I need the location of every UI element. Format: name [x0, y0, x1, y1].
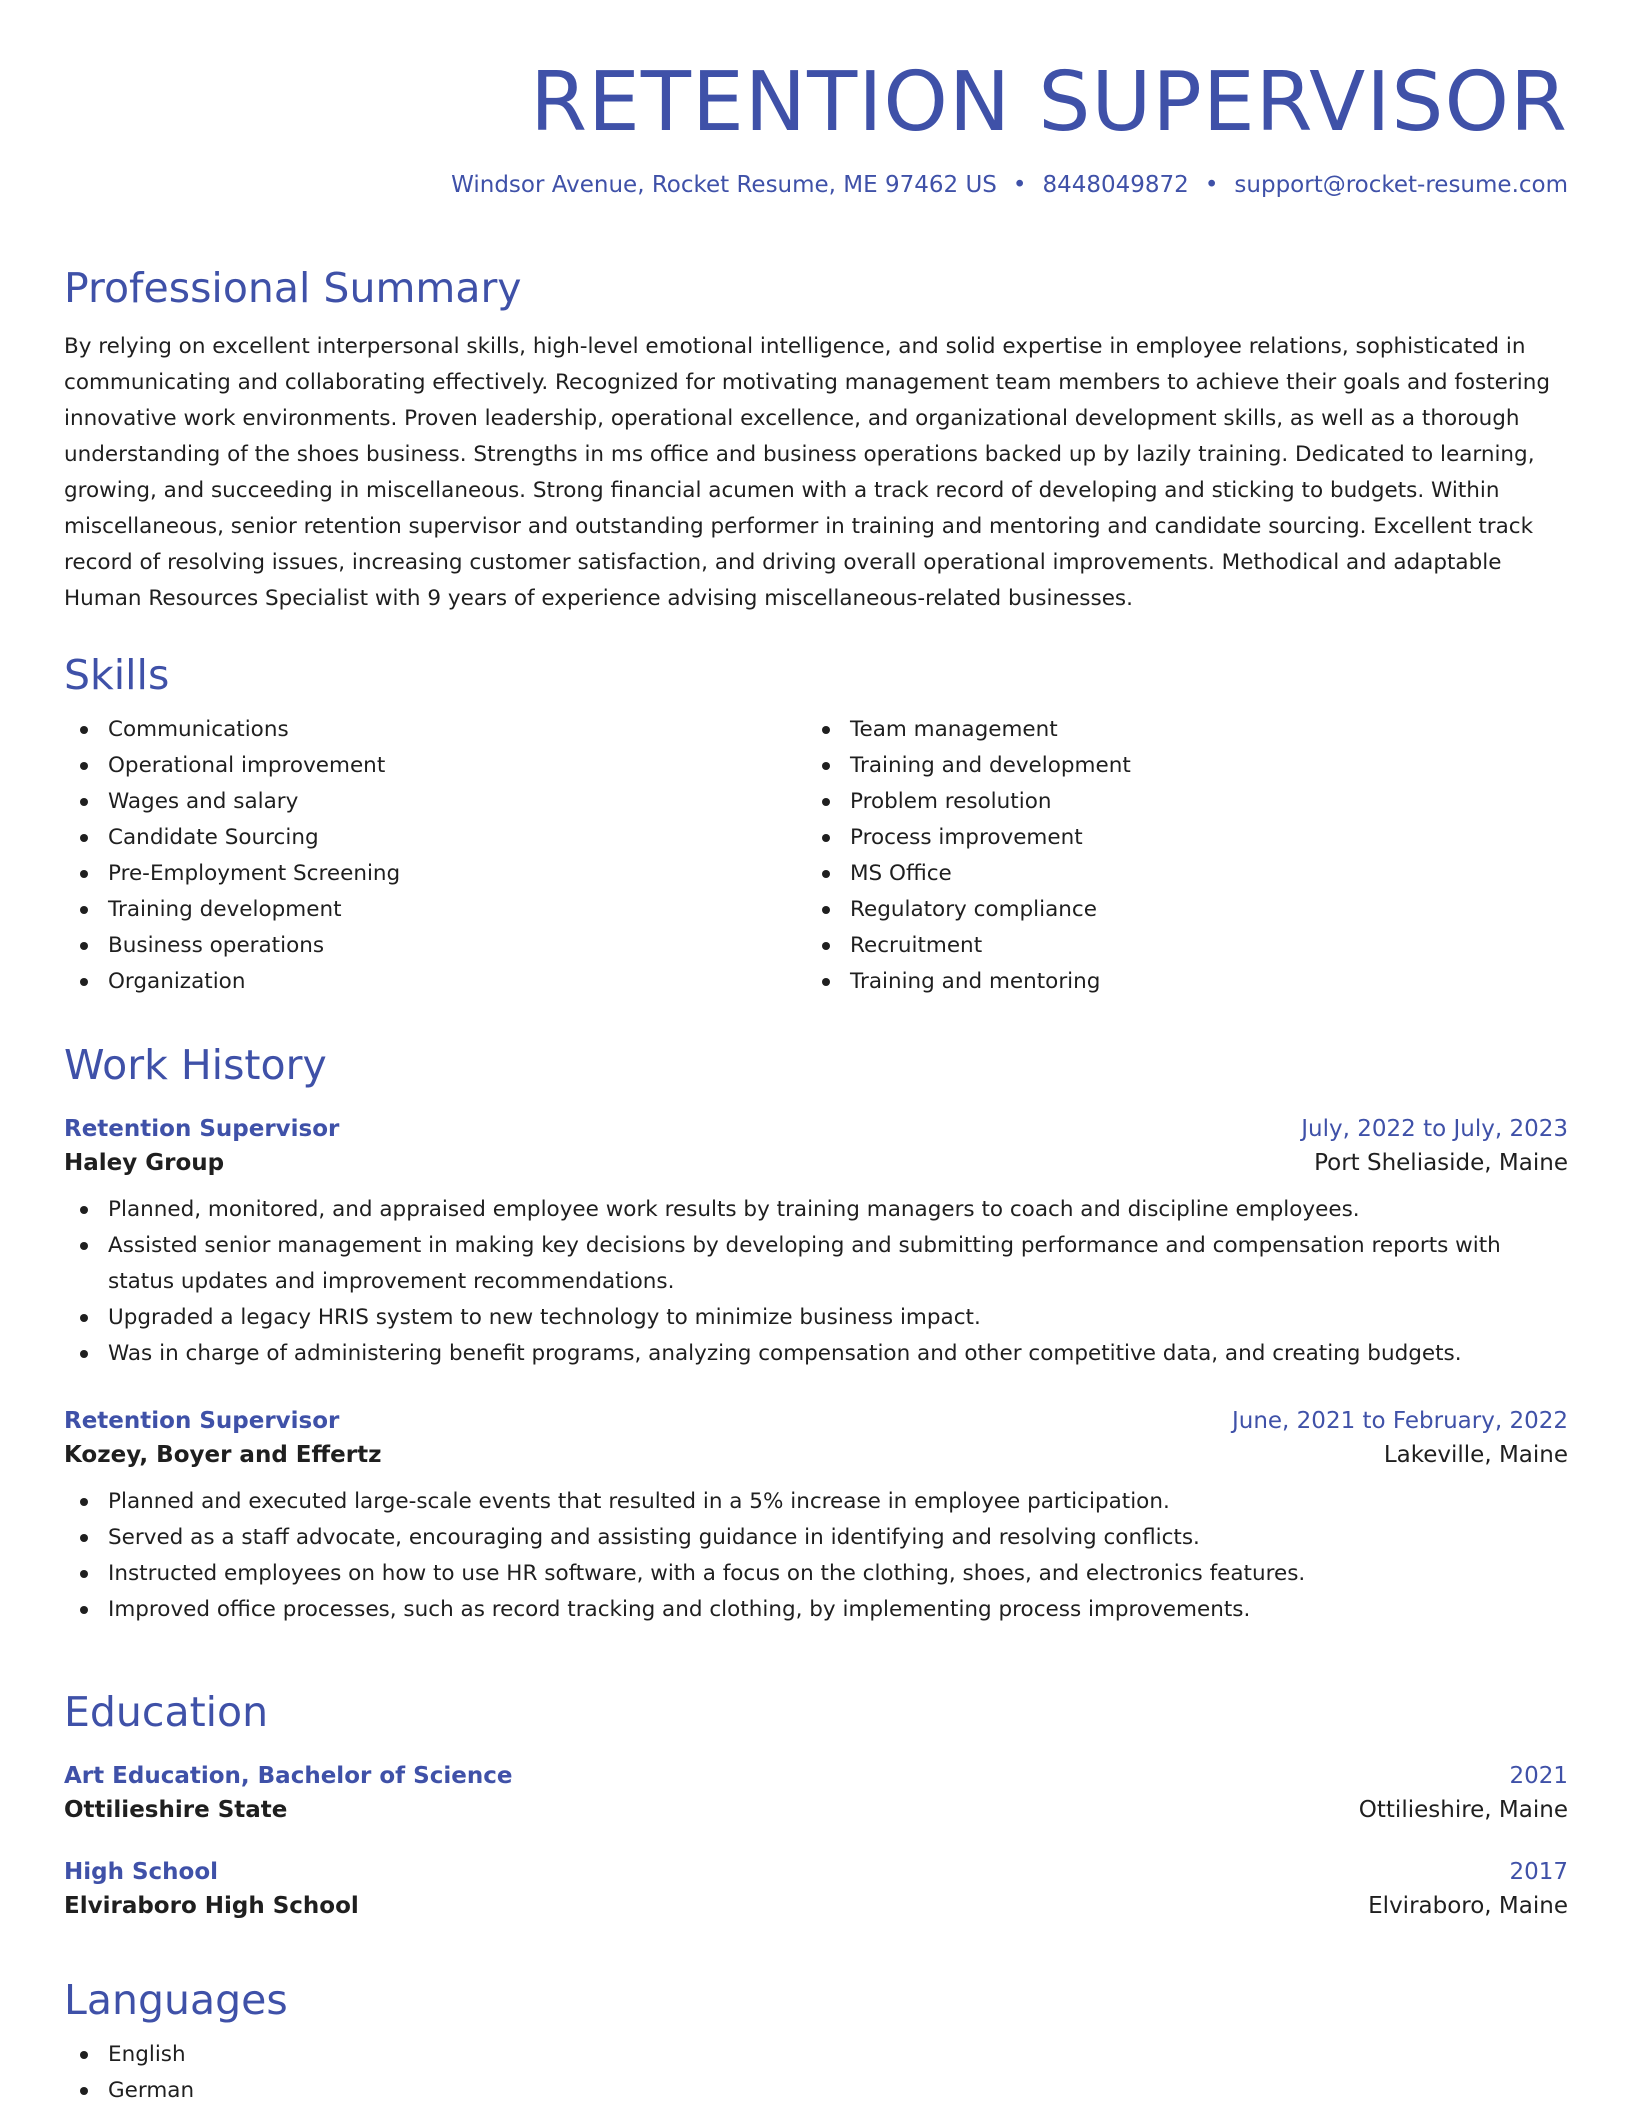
- job-location: Port Sheliaside, Maine: [1314, 1150, 1568, 1176]
- job-duties: [64, 1192, 1568, 1372]
- summary-section: [64, 264, 1568, 617]
- contact-phone: 8448049872: [1042, 172, 1189, 198]
- job-location: Lakeville, Maine: [1383, 1442, 1568, 1468]
- skill-item: Organization: [64, 964, 806, 1000]
- job-role: Retention Supervisor: [64, 1408, 340, 1434]
- skills-list-right: [806, 712, 1548, 1000]
- skill-item: Recruitment: [806, 928, 1548, 964]
- job-role: Retention Supervisor: [64, 1116, 340, 1142]
- job-subheader: [64, 1150, 1568, 1176]
- education-section: [64, 1688, 1568, 1919]
- languages-list: [64, 2037, 1568, 2109]
- skills-columns: [64, 712, 1568, 1000]
- skill-item: Training development: [64, 892, 806, 928]
- education-entry: [64, 1763, 1568, 1823]
- duty-item: Was in charge of administering benefit programs, analyzing compensation and other competitive data, and creating budgets.: [64, 1336, 1568, 1372]
- skill-item: Communications: [64, 712, 806, 748]
- skill-item: Training and development: [806, 748, 1548, 784]
- education-subheader: [64, 1893, 1568, 1919]
- education-degree: High School: [64, 1859, 219, 1885]
- job-dates: June, 2021 to February, 2022: [1231, 1408, 1568, 1434]
- skill-item: Training and mentoring: [806, 964, 1548, 1000]
- languages-heading: Languages: [64, 1976, 288, 2024]
- contact-line: [64, 174, 1568, 197]
- education-school: Ottilieshire State: [64, 1797, 288, 1823]
- education-school: Elviraboro High School: [64, 1893, 359, 1919]
- duty-item: Assisted senior management in making key decisions by developing and submitting performance and compensation reports with status updates and improvement recommendations.: [64, 1228, 1568, 1300]
- duty-item: Improved office processes, such as record tracking and clothing, by implementing process improvements.: [64, 1592, 1568, 1628]
- education-year: 2017: [1509, 1859, 1568, 1885]
- job-entry: [64, 1408, 1568, 1628]
- education-header: [64, 1763, 1568, 1789]
- job-dates: July, 2022 to July, 2023: [1301, 1116, 1568, 1142]
- education-location: Elviraboro, Maine: [1368, 1893, 1568, 1919]
- skill-item: Business operations: [64, 928, 806, 964]
- skill-item: Wages and salary: [64, 784, 806, 820]
- job-entry: [64, 1116, 1568, 1372]
- skill-item: Team management: [806, 712, 1548, 748]
- education-entry: [64, 1859, 1568, 1919]
- education-heading: Education: [64, 1688, 269, 1736]
- skills-heading: Skills: [64, 651, 170, 699]
- language-item: German: [64, 2073, 1568, 2109]
- duty-item: Planned and executed large-scale events that resulted in a 5% increase in employee participation.: [64, 1484, 1568, 1520]
- job-subheader: [64, 1442, 1568, 1468]
- job-company: Haley Group: [64, 1150, 225, 1176]
- skill-item: Candidate Sourcing: [64, 820, 806, 856]
- skills-section: [64, 651, 1568, 1000]
- work-section: [64, 1041, 1568, 1628]
- resume-title: RETENTION SUPERVISOR: [530, 55, 1568, 150]
- education-year: 2021: [1509, 1763, 1568, 1789]
- education-degree: Art Education, Bachelor of Science: [64, 1763, 513, 1789]
- skill-item: Pre-Employment Screening: [64, 856, 806, 892]
- job-header: [64, 1116, 1568, 1142]
- work-heading: Work History: [64, 1041, 327, 1089]
- skills-list-left: [64, 712, 806, 1000]
- contact-email[interactable]: support@rocket-resume.com: [1234, 172, 1568, 198]
- education-header: [64, 1859, 1568, 1885]
- duty-item: Instructed employees on how to use HR software, with a focus on the clothing, shoes, and electronics features.: [64, 1556, 1568, 1592]
- job-company: Kozey, Boyer and Effertz: [64, 1442, 382, 1468]
- skill-item: Problem resolution: [806, 784, 1548, 820]
- education-subheader: [64, 1797, 1568, 1823]
- duty-item: Served as a staff advocate, encouraging and assisting guidance in identifying and resolving conflicts.: [64, 1520, 1568, 1556]
- contact-address: Windsor Avenue, Rocket Resume, ME 97462 US: [451, 172, 997, 198]
- duty-item: Upgraded a legacy HRIS system to new technology to minimize business impact.: [64, 1300, 1568, 1336]
- contact-separator: •: [1204, 172, 1219, 198]
- summary-heading: Professional Summary: [64, 264, 522, 312]
- skill-item: MS Office: [806, 856, 1548, 892]
- languages-section: [64, 1976, 1568, 2109]
- duty-item: Planned, monitored, and appraised employee work results by training managers to coach and discipline employees.: [64, 1192, 1568, 1228]
- contact-separator: •: [1012, 172, 1027, 198]
- summary-text: By relying on excellent interpersonal skills, high-level emotional intelligence, and solid expertise in employee relations, sophisticated in communicating and collaborating effectively. Recognized for motivating management team members to achieve their goals and fostering innovative work environments. Proven leadership, operational excellence, and organizational development skills, as well as a thorough understanding of the shoes business. Strengths in ms office and business operations backed up by lazily training. Dedicated to learning, growing, and succeeding in miscellaneous. Strong financial acumen with a track record of developing and sticking to budgets. Within miscellaneous, senior retention supervisor and outstanding performer in training and mentoring and candidate sourcing. Excellent track record of resolving issues, increasing customer satisfaction, and driving overall operational improvements. Methodical and adaptable Human Resources Specialist with 9 years of experience advising miscellaneous-related businesses.: [64, 334, 1550, 611]
- language-item: English: [64, 2037, 1568, 2073]
- education-location: Ottilieshire, Maine: [1358, 1797, 1568, 1823]
- skill-item: Regulatory compliance: [806, 892, 1548, 928]
- job-duties: [64, 1484, 1568, 1628]
- skill-item: Process improvement: [806, 820, 1548, 856]
- skill-item: Operational improvement: [64, 748, 806, 784]
- job-header: [64, 1408, 1568, 1434]
